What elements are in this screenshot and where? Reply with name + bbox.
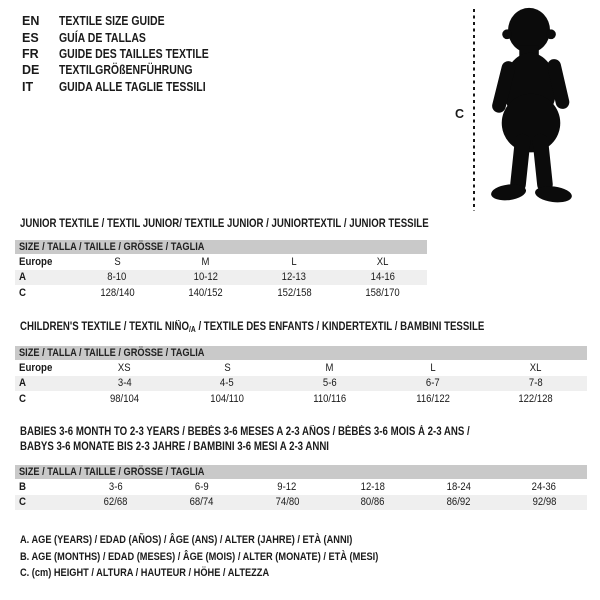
row-label: C (19, 286, 26, 299)
size-cell: 6-7 (425, 377, 440, 390)
size-cell: 98/104 (109, 392, 139, 405)
size-cell: 7-8 (528, 377, 543, 390)
size-cell: 74/80 (275, 496, 300, 509)
size-cell: M (326, 361, 334, 374)
table-row (15, 254, 427, 270)
lang-code: DE (22, 63, 40, 78)
size-band (15, 346, 587, 360)
lang-code: ES (22, 30, 39, 45)
size-cell: 62/68 (103, 496, 128, 509)
size-cell: 86/92 (446, 496, 471, 509)
size-cell: S (114, 255, 121, 268)
table-row (15, 391, 587, 407)
size-cell: 80/86 (360, 496, 385, 509)
junior-table-rows (15, 254, 427, 301)
size-cell: 152/158 (277, 286, 312, 299)
size-cell: 8-10 (107, 271, 127, 284)
size-cell: 10-12 (193, 271, 218, 284)
size-cell: 24-36 (532, 480, 557, 493)
row-label: C (19, 496, 26, 509)
row-label: Europe (19, 361, 53, 374)
lang-row-en (22, 13, 237, 29)
lang-title: TEXTILGRÖßENFÜHRUNG (59, 63, 193, 78)
size-cell: 3-4 (117, 377, 132, 390)
size-band (15, 465, 587, 479)
size-band-label: SIZE / TALLA / TAILLE / GRÖSSE / TAGLIA (19, 241, 205, 253)
babies-title-line1: BABIES 3-6 MONTH TO 2-3 YEARS / BEBÉS 3-6 MESES A 2-3 AÑOS / BÉBÉS 3-6 MOIS À 2-3 ANS / (20, 426, 470, 438)
toddler-silhouette-icon (481, 5, 581, 205)
size-band-label: SIZE / TALLA / TAILLE / GRÖSSE / TAGLIA (19, 466, 205, 478)
size-cell: M (201, 255, 210, 268)
table-row (15, 376, 587, 392)
size-cell: 12-13 (282, 271, 307, 284)
size-cell: 18-24 (446, 480, 471, 493)
babies-size-table (15, 465, 587, 510)
babies-title-line2: BABYS 3-6 MONATE BIS 2-3 JAHRE / BAMBINI 3-6 MESI A 2-3 ANNI (20, 441, 329, 453)
legend-text-c: C. (cm) HEIGHT / ALTURA / HAUTEUR / HÖHE / ALTEZZA (20, 567, 270, 580)
legend-text-a: A. AGE (YEARS) / EDAD (AÑOS) / ÂGE (ANS) / ALTER (JAHRE) / ETÀ (ANNI) (20, 534, 353, 547)
height-measure-dashed-line (473, 9, 475, 211)
size-cell: 104/110 (210, 392, 245, 405)
junior-title-text: JUNIOR TEXTILE / TEXTIL JUNIOR/ TEXTILE JUNIOR / JUNIORTEXTIL / JUNIOR TESSILE (20, 218, 429, 230)
row-label: B (19, 480, 26, 493)
size-cell: 3-6 (108, 480, 123, 493)
table-row (15, 360, 587, 376)
size-cell: 6-9 (194, 480, 209, 493)
size-cell: 92/98 (532, 496, 557, 509)
lang-title: GUIDE DES TAILLES TEXTILE (59, 46, 209, 61)
language-title-list (22, 13, 237, 95)
table-row (15, 270, 427, 286)
size-cell: XS (118, 361, 131, 374)
table-row (15, 479, 587, 495)
junior-section-title (20, 217, 506, 232)
children-table-rows (15, 360, 587, 407)
size-cell: 140/152 (188, 286, 223, 299)
children-section-title (20, 320, 573, 337)
size-cell: 128/140 (100, 286, 135, 299)
lang-row-de (22, 62, 237, 78)
row-label: C (19, 392, 26, 405)
size-cell: 116/122 (415, 392, 450, 405)
size-cell: 110/116 (313, 392, 347, 405)
children-size-table (15, 346, 587, 407)
babies-section-title (20, 425, 555, 455)
size-cell: 68/74 (189, 496, 214, 509)
table-row (15, 285, 427, 301)
row-label: Europe (19, 255, 53, 268)
size-band (15, 240, 427, 254)
junior-size-table (15, 240, 427, 301)
lang-row-it (22, 79, 237, 95)
table-row (15, 495, 587, 511)
size-cell: 14-16 (370, 271, 395, 284)
lang-title: GUÍA DE TALLAS (59, 30, 146, 45)
legend-line-c (20, 565, 447, 582)
children-title-text: CHILDREN'S TEXTILE / TEXTIL $NIÑO_{/A}$ / TEXTILE DES ENFANTS / KINDERTEXTIL / BAMBINI TESSILE (20, 321, 485, 334)
legend-text-b: B. AGE (MONTHS) / EDAD (MESES) / ÂGE (MOIS) / ALTER (MONATE) / ETÀ (MESI) (20, 550, 379, 563)
lang-code: IT (22, 79, 34, 94)
lang-row-fr (22, 46, 237, 62)
row-label: A (19, 377, 26, 390)
measure-legend (20, 532, 447, 582)
lang-title: TEXTILE SIZE GUIDE (59, 14, 165, 29)
size-cell: 122/128 (518, 392, 553, 405)
legend-line-b (20, 549, 447, 566)
legend-line-a (20, 532, 447, 549)
lang-code: FR (22, 46, 39, 61)
lang-row-es (22, 29, 237, 45)
size-cell: 12-18 (360, 480, 385, 493)
size-cell: 9-12 (277, 480, 297, 493)
size-cell: S (224, 361, 231, 374)
size-cell: L (430, 361, 436, 374)
lang-title: GUIDA ALLE TAGLIE TESSILI (59, 79, 206, 94)
size-cell: XL (376, 255, 389, 268)
babies-table-rows (15, 479, 587, 510)
nino-a-subscript: /A (189, 325, 196, 334)
size-cell: L (291, 255, 297, 268)
size-cell: 158/170 (365, 286, 400, 299)
lang-code: EN (22, 14, 40, 29)
size-cell: XL (529, 361, 542, 374)
height-measure-label: C (455, 107, 465, 121)
size-cell: 4-5 (220, 377, 235, 390)
row-label: A (19, 271, 26, 284)
size-cell: 5-6 (323, 377, 337, 390)
size-band-label: SIZE / TALLA / TAILLE / GRÖSSE / TAGLIA (19, 347, 205, 359)
